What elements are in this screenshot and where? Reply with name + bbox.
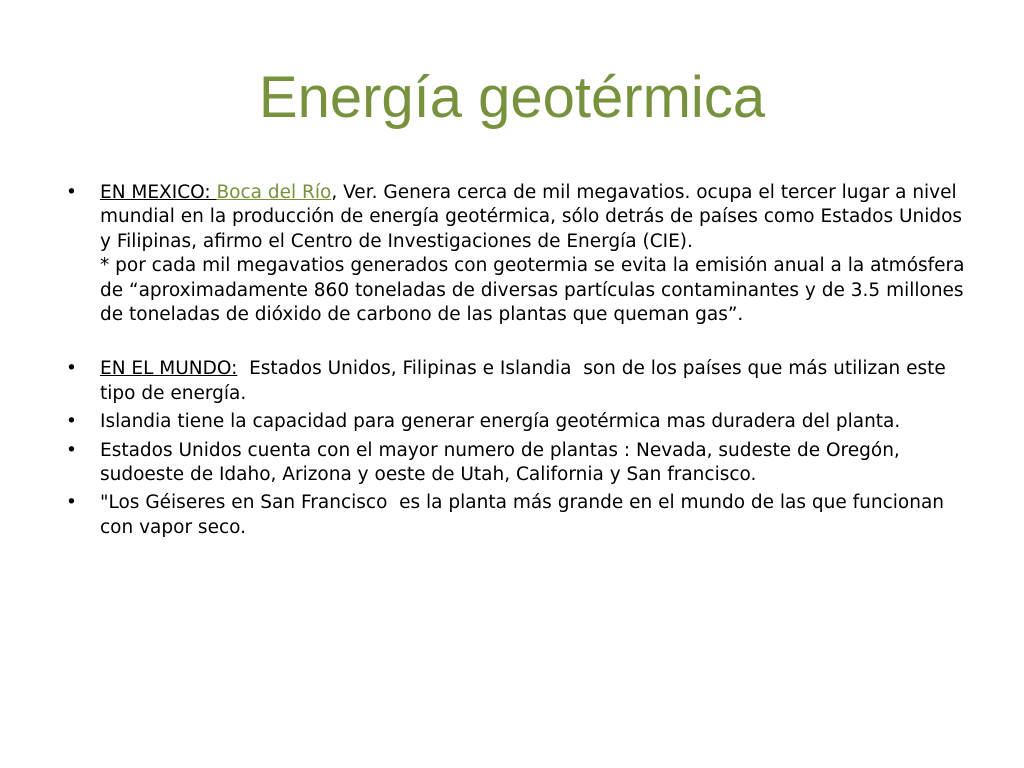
geysers-text: "Los Géiseres en San Francisco es la planta más grande en el mundo de las que funcionan con vapor seco. bbox=[100, 492, 950, 538]
mexico-place-link[interactable]: Boca del Río bbox=[216, 182, 332, 203]
world-text: Estados Unidos, Filipinas e Islandia son de los países que más utilizan este tipo de energía. bbox=[100, 358, 952, 404]
world-label: EN EL MUNDO: bbox=[100, 358, 238, 380]
usa-text: Estados Unidos cuenta con el mayor numero de plantas : Nevada, sudeste de Oregón, sudoeste de Idaho, Arizona y oeste de Utah, California y San francisco. bbox=[100, 439, 900, 486]
list-item-world bbox=[66, 357, 976, 406]
mexico-note: * por cada mil megavatios generados con geotermia se evita la emisión anual a la atmósfera de “aproximadamente 860 toneladas de diversas partículas contaminantes y de 3.5 millones de toneladas de dióxido de carbono de las plantas que queman gas”. bbox=[100, 255, 965, 326]
bullet-list bbox=[66, 181, 976, 544]
bullet-icon: • bbox=[66, 358, 77, 380]
bullet-icon: • bbox=[66, 492, 77, 514]
mexico-text: , Ver. Genera cerca de mil megavatios. ocupa el tercer lugar a nivel mundial en la producción de energía geotérmica, sólo detrás de países como Estados Unidos y Filipinas, afirmo el Centro de Investigaciones de Energía (CIE). bbox=[100, 182, 963, 252]
bullet-icon: • bbox=[66, 411, 77, 433]
list-item-geysers bbox=[66, 491, 976, 540]
list-item-iceland bbox=[66, 410, 976, 434]
slide-title: Energía geotérmica bbox=[258, 65, 766, 130]
bullet-icon: • bbox=[66, 439, 77, 461]
iceland-text: Islandia tiene la capacidad para generar energía geotérmica mas duradera del planta. bbox=[100, 411, 901, 433]
mexico-paragraph bbox=[100, 181, 976, 254]
list-item-mexico bbox=[66, 181, 976, 327]
list-item-usa bbox=[66, 439, 976, 488]
bullet-icon: • bbox=[66, 182, 77, 203]
mexico-label: EN MEXICO: bbox=[100, 182, 217, 203]
